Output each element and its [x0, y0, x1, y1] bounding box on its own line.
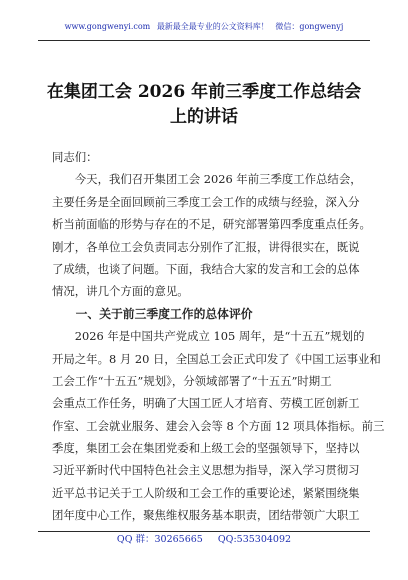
body-line: 析当前面临的形势与存在的不足，研究部署第四季度重点任务。 — [52, 217, 371, 232]
document-body — [52, 146, 385, 527]
footer-qq-group: QQ 群：30265665 — [116, 534, 203, 545]
body-line: 团年度中心工作，聚焦维权服务基本职责，团结带领广大职工 — [52, 508, 360, 523]
document-title — [38, 80, 370, 130]
document-footer — [0, 534, 408, 546]
header-divider — [38, 40, 370, 41]
salutation: 同志们： — [52, 150, 98, 164]
body-line: 近平总书记关于工人阶级和工会工作的重要论述，紧紧围绕集 — [52, 485, 360, 500]
title-line-1: 在集团工会 2026 年前三季度工作总结会 — [46, 82, 362, 102]
body-line: 2026 年是中国共产党成立 105 周年，是“十五五”规划的 — [52, 329, 365, 344]
body-line: 今天，我们召开集团工会 2026 年前三季度工作总结会， — [52, 172, 362, 187]
header-slogan: 最新最全最专业的公文资料库！ — [156, 22, 269, 31]
body-line: 情况，讲几个方面的意见。 — [52, 284, 189, 299]
body-line: 刚才，各单位工会负责同志分别作了汇报，讲得很实在，既说 — [52, 239, 360, 254]
footer-qq: QQ:535304092 — [217, 534, 292, 545]
body-line: 了成绩，也谈了问题。下面，我结合大家的发言和工会的总体 — [52, 261, 360, 276]
body-line: 作室、工会就业服务、建会入会等 8 个方面 12 项具体指标。前三 — [52, 418, 385, 433]
body-line: 会重点工作任务，明确了大国工匠人才培育、劳模工匠创新工 — [52, 396, 360, 411]
body-line: 工会工作“十五五”规划》，分领域部署了“十五五”时期工 — [52, 373, 332, 388]
body-line: 主要任务是全面回顾前三季度工会工作的成绩与经验，深入分 — [52, 194, 360, 209]
header-wechat: 微信：gongwenyj — [275, 22, 344, 31]
section-heading: 一、关于前三季度工作的总体评价 — [52, 306, 253, 321]
body-line: 习近平新时代中国特色社会主义思想为指导，深入学习贯彻习 — [52, 463, 360, 478]
body-line: 季度，集团工会在集团党委和上级工会的坚强领导下，坚持以 — [52, 441, 360, 456]
document-header — [0, 22, 408, 32]
title-line-2: 上的讲话 — [170, 107, 238, 127]
footer-divider — [38, 531, 370, 532]
header-url[interactable]: www.gongwenyi.com — [64, 22, 151, 31]
body-line: 开局之年。8 月 20 日，全国总工会正式印发了《中国工运事业和 — [52, 351, 381, 366]
